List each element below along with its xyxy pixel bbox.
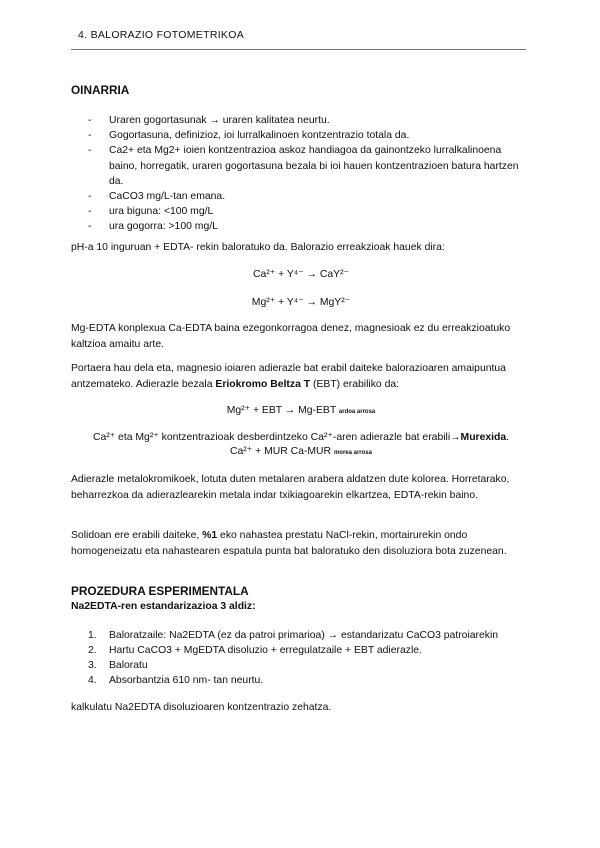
header-divider bbox=[71, 49, 526, 50]
ebt-color-note: ardoa arrosa bbox=[338, 409, 376, 415]
list-item: - ura gogorra: >100 mg/L bbox=[88, 221, 218, 233]
murexida-name: Murexida bbox=[460, 432, 507, 443]
ebt-name: Eriokromo Beltza T bbox=[215, 379, 311, 390]
list-item: 3. Baloratu bbox=[88, 660, 148, 671]
list-item: - Gogortasuna, definizioz, ioi lurralkalinoen kontzentrazio totala da. bbox=[88, 130, 410, 142]
oinarria-bullet-list bbox=[88, 113, 528, 235]
mur-color-note: morea arrosa bbox=[333, 450, 372, 456]
solidoan-paragraph: Solidoan ere erabili daiteke, %1 eko nahastea prestatu NaCl-rekin, mortairurekin ondo homogeneizatu eta nahastearen espatula punta bat baloratuko den disoluziora bota zuzenean. bbox=[71, 530, 507, 557]
list-item: 1. Baloratzaile: Na2EDTA (ez da patroi primarioa) → estandarizatu CaCO3 patroiarekin bbox=[88, 630, 499, 641]
section-heading-oinarria: OINARRIA bbox=[71, 83, 130, 97]
list-item: - ura biguna: <100 mg/L bbox=[88, 206, 214, 218]
metalokromikoak-paragraph: Adierazle metalokromikoek, lotuta duten metalaren arabera aldatzen dute kolorea. Horretarako, beharrezkoa da adierazlearekin metala indar txikiagoarekin elkartzea, EDTA-rekin baino. bbox=[71, 474, 510, 501]
page-header-title: 4. BALORAZIO FOTOMETRIKOA bbox=[78, 29, 244, 41]
section-heading-prozedura: PROZEDURA ESPERIMENTALA bbox=[71, 584, 249, 598]
list-item: - Ca2+ eta Mg2+ ioien kontzentrazioa askoz handiagoa da gainontzeko lurralkalinoena baino, horregatik, uraren gogortasuna bezala bi ioi hauen kontzentrazioen batura hartzen da. bbox=[88, 145, 519, 187]
ph-paragraph: pH-a 10 inguruan + EDTA- rekin baloratuko da. Balorazio erreakzioak hauek dira: bbox=[71, 242, 445, 253]
procedure-steps-list bbox=[88, 628, 548, 688]
subheading-standardization: Na2EDTA-ren estandarizazioa 3 aldiz: bbox=[71, 601, 256, 612]
ebt-paragraph: Portaera hau dela eta, magnesio ioiaren adierazle bat erabil daiteke balorazioaren amaipuntua antzemateko. Adierazle bezala Eriokromo Beltza T (EBT) erabiliko da: bbox=[71, 363, 506, 390]
list-item: 2. Hartu CaCO3 + MgEDTA disoluzio + erregulatzaile + EBT adierazle. bbox=[88, 645, 422, 656]
closing-line: kalkulatu Na2EDTA disoluzioaren kontzentrazio zehatza. bbox=[71, 702, 332, 713]
mgedta-paragraph: Mg-EDTA konplexua Ca-EDTA baina ezegonkorragoa denez, magnesioak ez du erreakzioatuko kaltzioa amaitu arte. bbox=[71, 323, 511, 350]
list-item: 4. Absorbantzia 610 nm- tan neurtu. bbox=[88, 675, 264, 686]
percent-value: %1 bbox=[202, 530, 218, 541]
list-item: - Uraren gogortasunak → uraren kalitatea neurtu. bbox=[88, 115, 330, 126]
list-item: - CaCO3 mg/L-tan emana. bbox=[88, 191, 226, 203]
murexida-line: Ca²⁺ eta Mg²⁺ kontzentrazioak desberdintzeko Ca²⁺-aren adierazle bat erabili→Murexida. bbox=[92, 432, 510, 443]
reaction-mg: Mg²⁺ + Y⁴⁻ → MgY²⁻ bbox=[251, 297, 351, 308]
reaction-mur: Ca²⁺ + MUR Ca-MUR morea arrosa bbox=[230, 446, 372, 457]
reaction-ebt: Mg²⁺ + EBT → Mg-EBT ardoa arrosa bbox=[226, 405, 376, 416]
reaction-ca: Ca²⁺ + Y⁴⁻ → CaY²⁻ bbox=[252, 269, 350, 280]
